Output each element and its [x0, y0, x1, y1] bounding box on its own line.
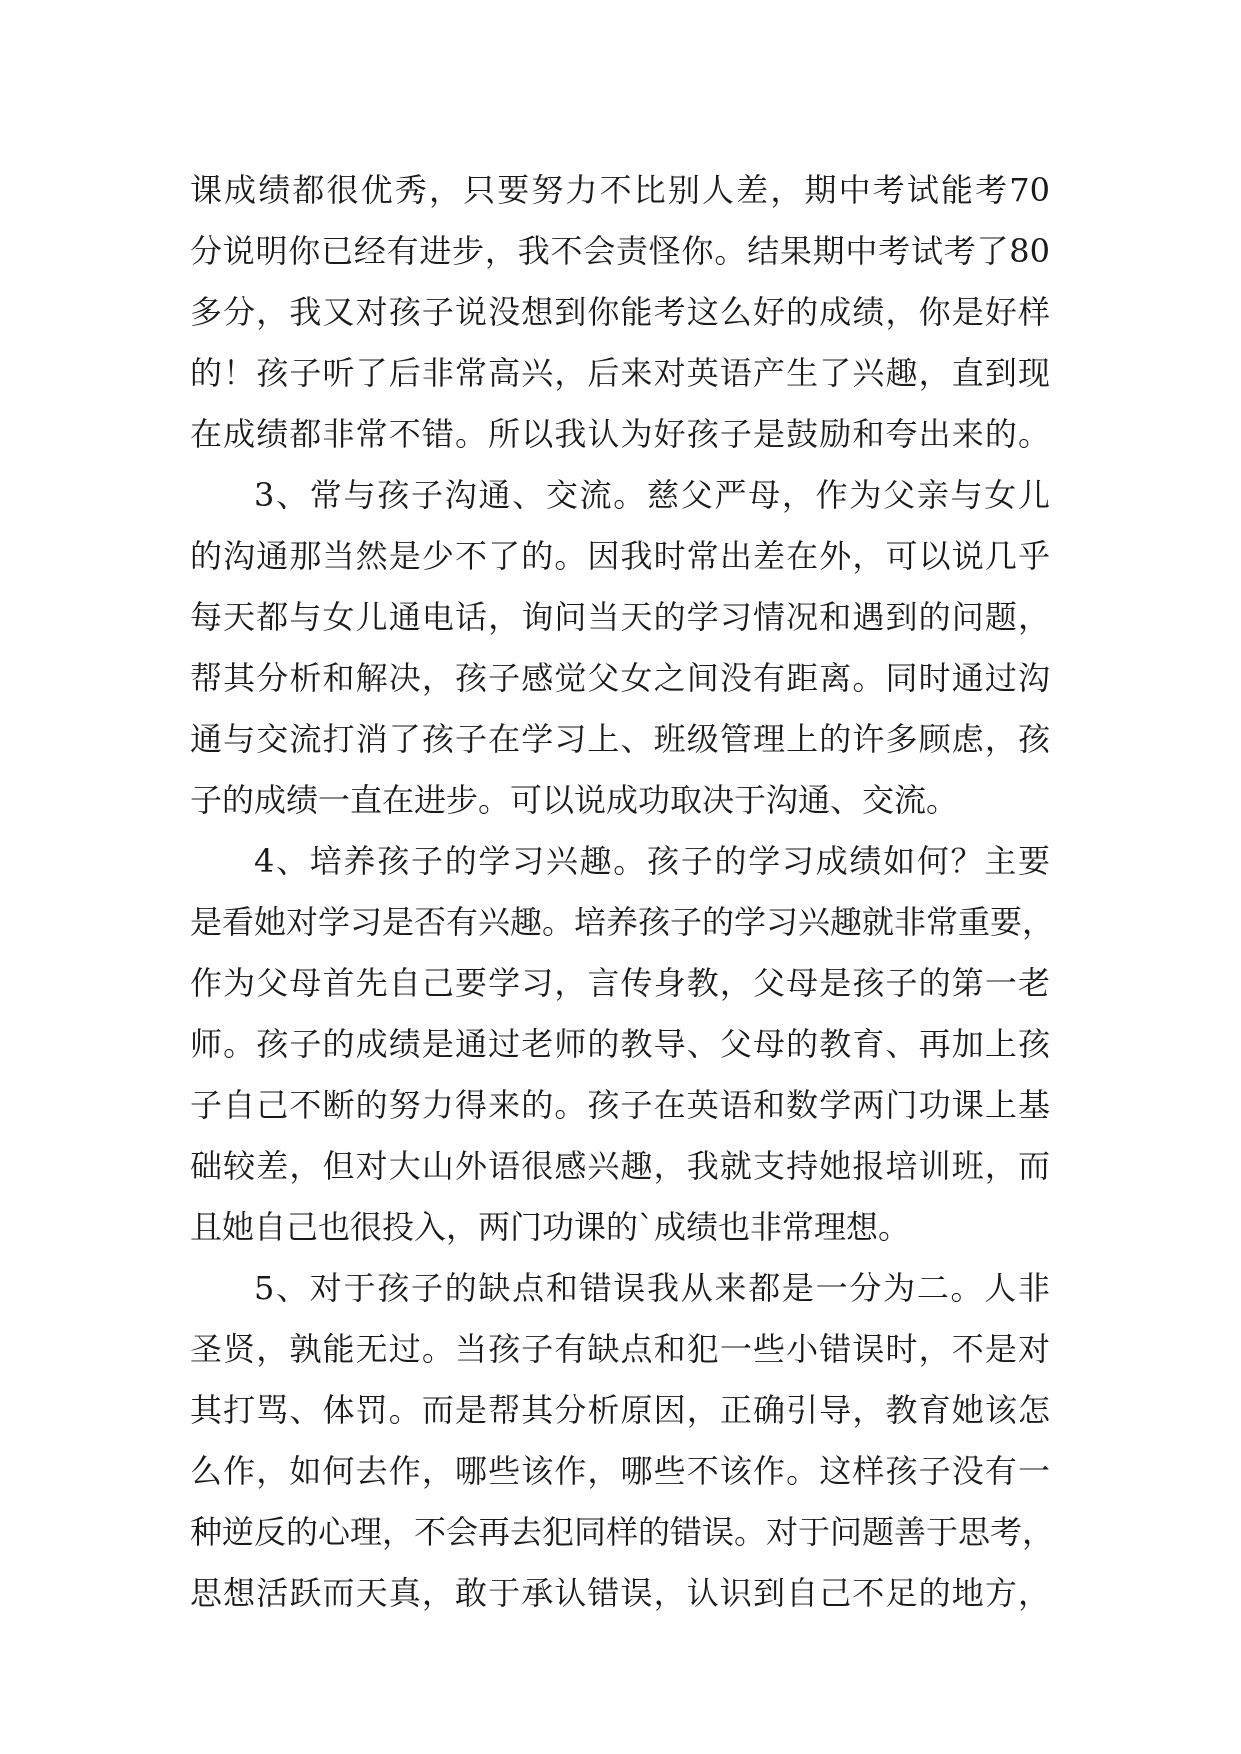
- paragraph-line: 每天都与女儿通电话，询问当天的学习情况和遇到的问题，: [190, 598, 1050, 636]
- paragraph-line: 师。孩子的成绩是通过老师的教导、父母的教育、再加上孩: [190, 1025, 1050, 1063]
- paragraph-line: 子的成绩一直在进步。可以说成功取决于沟通、交流。: [190, 781, 959, 819]
- paragraph-first-line: 3、常与孩子沟通、交流。慈父严母，作为父亲与女儿: [254, 476, 1050, 514]
- paragraph-line: 帮其分析和解决，孩子感觉父女之间没有距离。同时通过沟: [190, 659, 1050, 697]
- paragraph-line: 多分，我又对孩子说没想到你能考这么好的成绩，你是好样: [190, 293, 1050, 331]
- document-body: [190, 160, 1055, 1624]
- paragraph-line: 思想活跃而天真，敢于承认错误，认识到自己不足的地方，: [190, 1574, 1050, 1612]
- paragraph-first-line: 5、对于孩子的缺点和错误我从来都是一分为二。人非: [254, 1269, 1050, 1307]
- paragraph-line: 作为父母首先自己要学习，言传身教，父母是孩子的第一老: [190, 964, 1050, 1002]
- paragraph-line: 么作，如何去作，哪些该作，哪些不该作。这样孩子没有一: [190, 1452, 1050, 1490]
- paragraph-line: 通与交流打消了孩子在学习上、班级管理上的许多顾虑，孩: [190, 720, 1050, 758]
- paragraph-line: 圣贤，孰能无过。当孩子有缺点和犯一些小错误时，不是对: [190, 1330, 1050, 1368]
- paragraph-line: 在成绩都非常不错。所以我认为好孩子是鼓励和夸出来的。: [190, 415, 1050, 453]
- paragraph-line: 且她自己也很投入，两门功课的`成绩也非常理想。: [190, 1208, 911, 1246]
- paragraph-line: 的沟通那当然是少不了的。因我时常出差在外，可以说几乎: [190, 537, 1050, 575]
- paragraph-line: 种逆反的心理，不会再去犯同样的错误。对于问题善于思考，: [190, 1513, 1055, 1551]
- paragraph-line: 其打骂、体罚。而是帮其分析原因，正确引导，教育她该怎: [190, 1391, 1050, 1429]
- paragraph-line: 课成绩都很优秀，只要努力不比别人差，期中考试能考70: [190, 171, 1050, 209]
- paragraph-first-line: 4、培养孩子的学习兴趣。孩子的学习成绩如何？主要: [254, 842, 1050, 880]
- paragraph-line: 的！孩子听了后非常高兴，后来对英语产生了兴趣，直到现: [190, 354, 1050, 392]
- paragraph-line: 是看她对学习是否有兴趣。培养孩子的学习兴趣就非常重要，: [190, 903, 1055, 941]
- paragraph-line: 子自己不断的努力得来的。孩子在英语和数学两门功课上基: [190, 1086, 1050, 1124]
- paragraph-line: 分说明你已经有进步，我不会责怪你。结果期中考试考了80: [190, 232, 1050, 270]
- paragraph-line: 础较差，但对大山外语很感兴趣，我就支持她报培训班，而: [190, 1147, 1050, 1185]
